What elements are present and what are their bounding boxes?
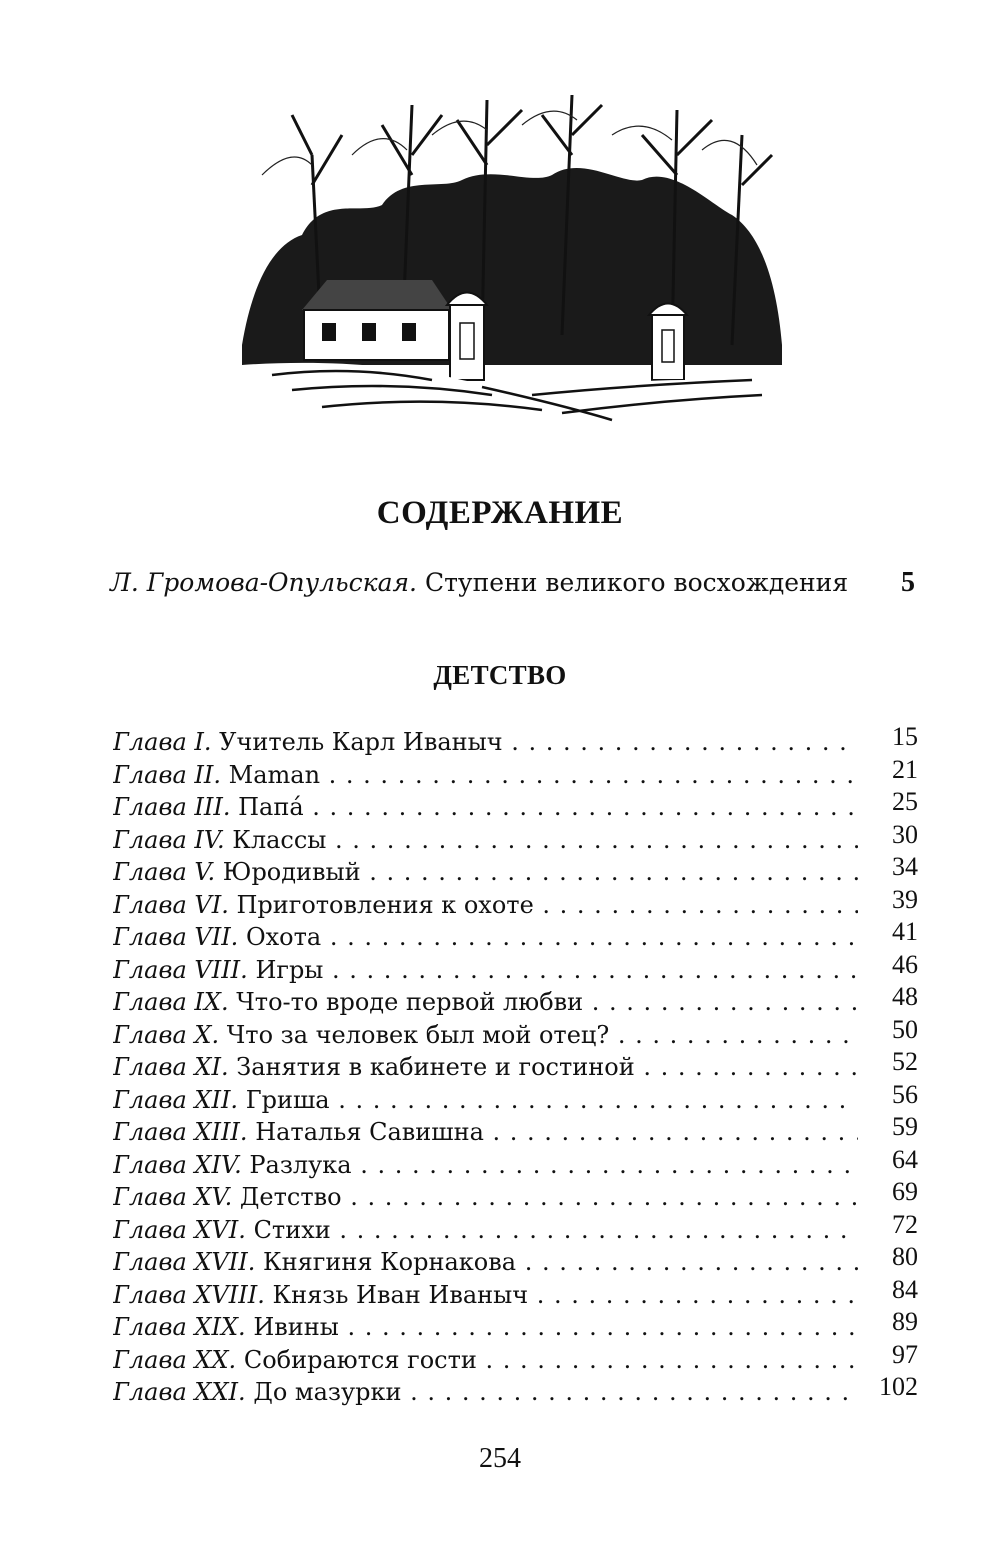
chapter-title: Занятия в кабинете и гостиной	[236, 1053, 635, 1081]
toc-entry-text	[113, 1116, 858, 1149]
chapter-label: Глава XVI.	[113, 1215, 246, 1244]
chapter-page-number: 34	[892, 852, 918, 881]
intro-page-number: 5	[901, 567, 915, 598]
chapter-title: Охота	[245, 923, 322, 951]
toc-entry[interactable]	[113, 1177, 918, 1214]
toc-entry-text	[113, 856, 858, 889]
section-title: ДЕТСТВО	[433, 660, 567, 690]
toc-entry[interactable]	[113, 1047, 918, 1084]
chapter-page-number: 30	[892, 819, 918, 849]
chapter-page-number: 41	[892, 917, 918, 946]
table-of-contents	[113, 722, 918, 1409]
chapter-label: Глава XX.	[113, 1345, 237, 1374]
chapter-label: Глава XI.	[113, 1053, 229, 1081]
chapter-page-number: 64	[892, 1144, 918, 1174]
toc-entry-text	[113, 1246, 858, 1279]
chapter-page-number: 15	[892, 722, 918, 751]
chapter-title: Князь Иван Иваныч	[272, 1280, 529, 1309]
chapter-title: До мазурки	[253, 1378, 402, 1406]
chapter-page-number: 56	[892, 1079, 918, 1109]
toc-entry[interactable]	[113, 1307, 918, 1344]
toc-entry[interactable]	[113, 917, 918, 954]
chapter-page-number: 59	[892, 1112, 918, 1141]
chapter-page-number: 25	[892, 787, 918, 816]
chapter-page-number: 48	[892, 982, 918, 1011]
chapter-page-number: 84	[892, 1274, 918, 1304]
toc-entry[interactable]	[113, 722, 918, 759]
chapter-title: Стихи	[253, 1215, 331, 1244]
toc-entry[interactable]	[113, 1144, 918, 1182]
chapter-title: Что-то вроде первой любви	[236, 988, 584, 1016]
chapter-title: Собираются гости	[243, 1345, 477, 1374]
toc-entry-text	[113, 759, 858, 792]
chapter-label: Глава IX.	[113, 988, 229, 1016]
chapter-page-number: 72	[892, 1209, 918, 1239]
chapter-label: Глава I.	[113, 728, 212, 756]
toc-intro-entry[interactable]	[110, 563, 915, 603]
chapter-label: Глава X.	[113, 1020, 220, 1049]
chapter-label: Глава XIII.	[113, 1118, 248, 1146]
intro-author: Л. Громова-Опульская.	[110, 568, 418, 597]
intro-text	[110, 563, 848, 603]
chapter-title: Гриша	[245, 1085, 330, 1114]
chapter-label: Глава XVIII.	[113, 1280, 265, 1309]
chapter-title: Maman	[228, 760, 321, 789]
chapter-page-number: 69	[892, 1177, 918, 1206]
chapter-page-number: 80	[892, 1242, 918, 1271]
chapter-title: Папá	[238, 793, 304, 821]
toc-entry[interactable]	[113, 1372, 918, 1409]
chapter-page-number: 50	[892, 1014, 918, 1044]
toc-entry[interactable]	[113, 787, 918, 824]
toc-entry-text	[113, 1181, 858, 1214]
toc-entry[interactable]	[113, 819, 918, 857]
toc-entry-text	[113, 726, 858, 759]
toc-entry-text	[113, 1051, 858, 1084]
chapter-title: Разлука	[249, 1150, 352, 1179]
toc-entry-text	[113, 986, 858, 1019]
toc-entry[interactable]	[113, 852, 918, 889]
chapter-label: Глава VI.	[113, 890, 229, 919]
toc-entry[interactable]	[113, 754, 918, 792]
toc-entry[interactable]	[113, 949, 918, 987]
chapter-page-number: 21	[892, 754, 918, 784]
toc-entry-text	[113, 824, 858, 857]
toc-entry-text	[113, 1149, 858, 1182]
chapter-label: Глава VII.	[113, 923, 239, 951]
toc-entry-text	[113, 1344, 858, 1377]
chapter-title: Княгиня Корнакова	[263, 1248, 517, 1276]
chapter-label: Глава XIX.	[113, 1313, 246, 1341]
toc-entry[interactable]	[113, 884, 918, 922]
toc-entry-text	[113, 791, 858, 824]
trees-and-manor-house-engraving-icon	[232, 95, 788, 425]
chapter-title: Детство	[239, 1183, 342, 1211]
page-title: СОДЕРЖАНИЕ	[376, 495, 624, 531]
toc-entry[interactable]	[113, 1014, 918, 1052]
toc-entry-text	[113, 1279, 858, 1312]
chapter-title: Ивины	[253, 1313, 339, 1341]
chapter-label: Глава XIV.	[113, 1150, 242, 1179]
toc-entry[interactable]	[113, 1209, 918, 1247]
toc-entry[interactable]	[113, 1112, 918, 1149]
toc-entry-text	[113, 1214, 858, 1247]
chapter-page-number: 89	[892, 1307, 918, 1336]
chapter-label: Глава VIII.	[113, 955, 248, 984]
chapter-title: Приготовления к охоте	[236, 890, 534, 919]
page-number: 254	[479, 1443, 521, 1474]
chapter-title: Игры	[255, 955, 324, 984]
toc-entry-text	[113, 954, 858, 987]
chapter-label: Глава III.	[113, 793, 231, 821]
chapter-page-number: 52	[892, 1047, 918, 1076]
chapter-page-number: 46	[892, 949, 918, 979]
chapter-label: Глава V.	[113, 858, 216, 886]
toc-entry-text	[113, 889, 858, 922]
chapter-label: Глава XVII.	[113, 1248, 256, 1276]
chapter-title: Классы	[232, 825, 327, 854]
toc-entry[interactable]	[113, 1274, 918, 1312]
chapter-page-number: 102	[879, 1372, 918, 1401]
chapter-label: Глава XXI.	[113, 1378, 246, 1406]
toc-entry[interactable]	[113, 1242, 918, 1279]
toc-entry-text	[113, 1376, 858, 1409]
toc-entry-text	[113, 1019, 858, 1052]
chapter-label: Глава IV.	[113, 825, 225, 854]
chapter-title: Что за человек был мой отец?	[226, 1020, 610, 1049]
toc-entry-text	[113, 1311, 858, 1344]
toc-entry[interactable]	[113, 982, 918, 1019]
toc-entry[interactable]	[113, 1079, 918, 1117]
toc-entry-text	[113, 921, 858, 954]
chapter-label: Глава II.	[113, 760, 221, 789]
chapter-label: Глава XV.	[113, 1183, 233, 1211]
chapter-page-number: 39	[892, 884, 918, 914]
toc-entry-text	[113, 1084, 858, 1117]
chapter-title: Наталья Савишна	[255, 1118, 484, 1146]
chapter-title: Учитель Карл Иваныч	[219, 728, 503, 756]
chapter-label: Глава XII.	[113, 1085, 239, 1114]
chapter-page-number: 97	[892, 1339, 918, 1369]
intro-title: Ступени великого восхождения	[424, 568, 849, 597]
chapter-title: Юродивый	[222, 858, 361, 886]
toc-entry[interactable]	[113, 1339, 918, 1377]
